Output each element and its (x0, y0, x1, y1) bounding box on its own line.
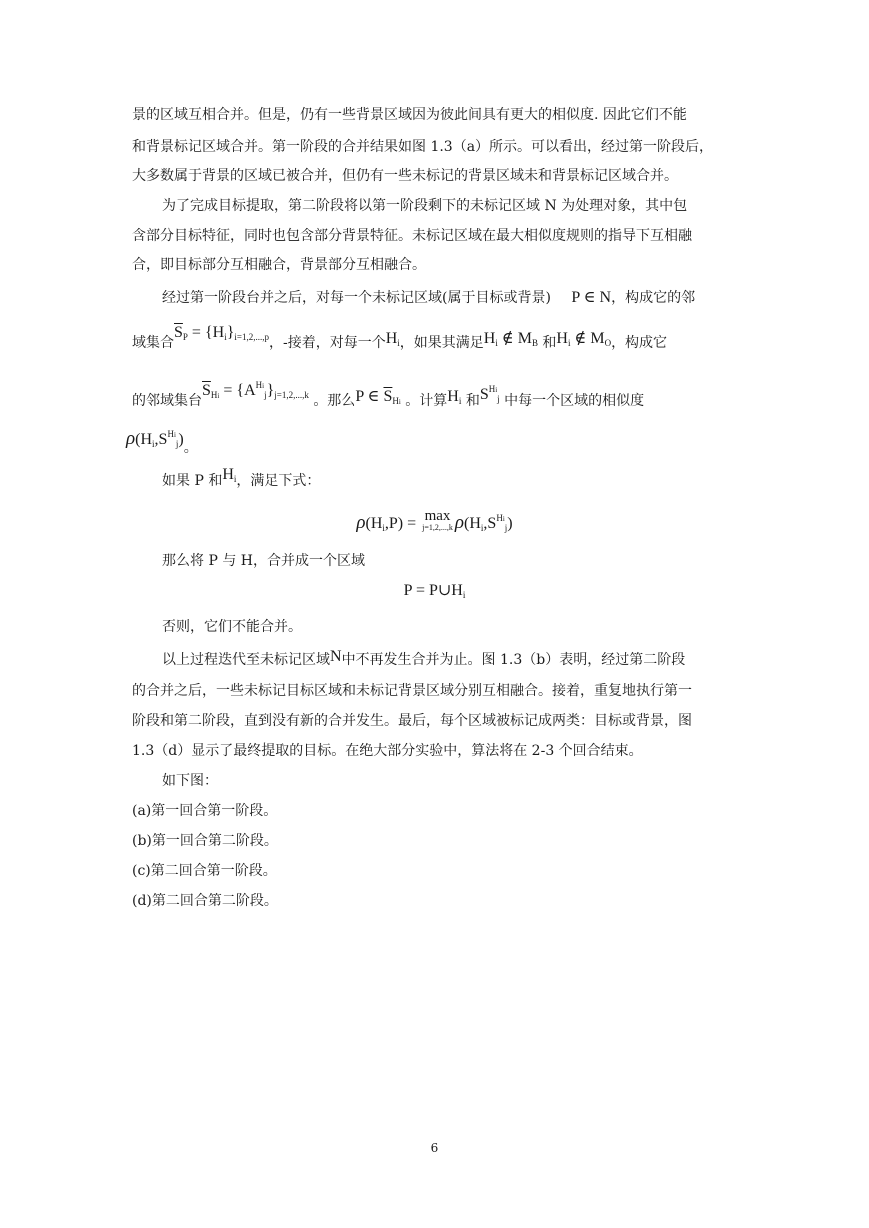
list-item-b: (b)第一回合第二阶段。 (132, 833, 278, 849)
p3-l2-b: ，-接着，对每一个 (268, 335, 386, 351)
p3-l2-e: ，构成它 (611, 335, 668, 351)
n-symbol: N (330, 648, 342, 665)
hi-symbol-2: $H_i$ (447, 388, 462, 406)
paragraph-2-line-2: 含部分目标特征，同时也包含部分背景特征。未标记区域在最大相似度规则的指导下互相融 (132, 228, 692, 244)
paragraph-3-line-3 (132, 380, 645, 416)
sp-set-formula: $\overline{S}_P = \{H_i\}_{i=1,2,...,p}$ (174, 324, 269, 342)
p4-a: 如果 P 和 (162, 473, 223, 489)
p3-text: 经过第一阶段台并之后，对每一个未标记区域(属于目标或背景) (162, 290, 551, 306)
p4-b: ，满足下式： (236, 473, 321, 489)
rho-hi-sj-formula: $\rho(H_i,S^{Hi}_j)$ (126, 428, 184, 449)
hi-symbol-3: $H_i$ (222, 466, 237, 484)
p3-l3-c: 。计算 (405, 393, 448, 409)
shi-set-formula: $\overline{S}_{Hi} = \{A^{Hi}_j\}_{j=1,2,...,k}$ (202, 380, 309, 400)
paragraph-7-line-4: 1.3（d）显示了最终提取的目标。在绝大部分实验中，算法将在 2-3 个回合结束。 (132, 743, 643, 759)
paragraph-5-line: 那么将 P 与 H，合并成一个区域 (162, 553, 365, 569)
p3-l3-b: 。那么 (313, 393, 356, 409)
paragraph-4-line (162, 466, 321, 495)
p7-b: 中不再发生合并为止。图 1.3（b）表明，经过第二阶段 (341, 652, 686, 668)
p3-l3-a: 的邻域集台 (132, 393, 202, 409)
page-number: 6 (430, 1141, 439, 1155)
hi-symbol: $H_i$ (385, 330, 400, 348)
p-in-shi-formula: P ∈ $\overline{S}_{Hi}$ (355, 388, 401, 406)
p3-l2-d: 和 (542, 335, 557, 351)
p7-a: 以上过程迭代至未标记区域 (162, 652, 330, 668)
p-in-n-formula: P ∈ N (571, 289, 612, 306)
hi-notin-mb-formula: $H_i$ ∉ $M_B$ (483, 330, 538, 348)
max-similarity-equation: $\rho(H_i,P)$ = max j=1,2,...,k $\rho(H_i,S^{Hi}_j)$ (356, 508, 513, 533)
merge-equation: $P = P\cup H_i$ (403, 582, 466, 600)
paragraph-1-line-1: 景的区域互相合并。但是，仍有一些背景区域因为彼此间具有更大的相似度. 因此它们不能 (132, 107, 687, 123)
p3-l2-c: ，如果其满足 (399, 335, 484, 351)
list-item-c: (c)第二回合第一阶段。 (132, 863, 277, 879)
paragraph-1-line-2: 和背景标记区域合并。第一阶段的合并结果如图 1.3（a）所示。可以看出，经过第一阶段后， (132, 139, 714, 155)
p3-l3-d: 和 (465, 393, 480, 409)
figure-intro: 如下图： (162, 773, 218, 789)
paragraph-7-line-2: 的合并之后，一些未标记目标区域和未标记背景区域分别互相融合。接着，重复地执行第一 (132, 683, 692, 699)
p3-l2-a: 域集合 (132, 335, 174, 351)
paragraph-1-line-3: 大多数属于背景的区域已被合并，但仍有一些未标记的背景区域未和背景标记区域合并。 (132, 168, 678, 184)
list-item-a: (a)第一回合第一阶段。 (132, 803, 278, 819)
hi-notin-mo-formula: $H_i$ ∉ $M_O$ (556, 330, 612, 348)
paragraph-2-line-1: 为了完成目标提取，第二阶段将以第一阶段剩下的未标记区域 N 为处理对象，其中包 (162, 198, 688, 214)
sj-hi-symbol: $S^{Hi}_j$ (479, 384, 500, 404)
paragraph-6-line: 否则，它们不能合并。 (162, 619, 302, 635)
list-item-d: (d)第二回合第二阶段。 (132, 893, 278, 909)
paragraph-2-line-3: 合，即目标部分互相融合，背景部分互相融合。 (132, 257, 426, 273)
paragraph-3-line-4 (126, 424, 198, 454)
paragraph-3-line-2 (132, 324, 668, 357)
paragraph-3-line-1 (162, 288, 695, 308)
p3-tail: ，构成它的邻 (611, 290, 696, 306)
p3-l4-tail: 。 (183, 440, 198, 456)
paragraph-7-line-1 (162, 650, 685, 670)
paragraph-7-line-3: 阶段和第二阶段，直到没有新的合并发生。最后，每个区域被标记成两类：目标或背景，图 (132, 713, 692, 729)
p3-l3-e: 中每一个区域的相似度 (504, 393, 645, 409)
